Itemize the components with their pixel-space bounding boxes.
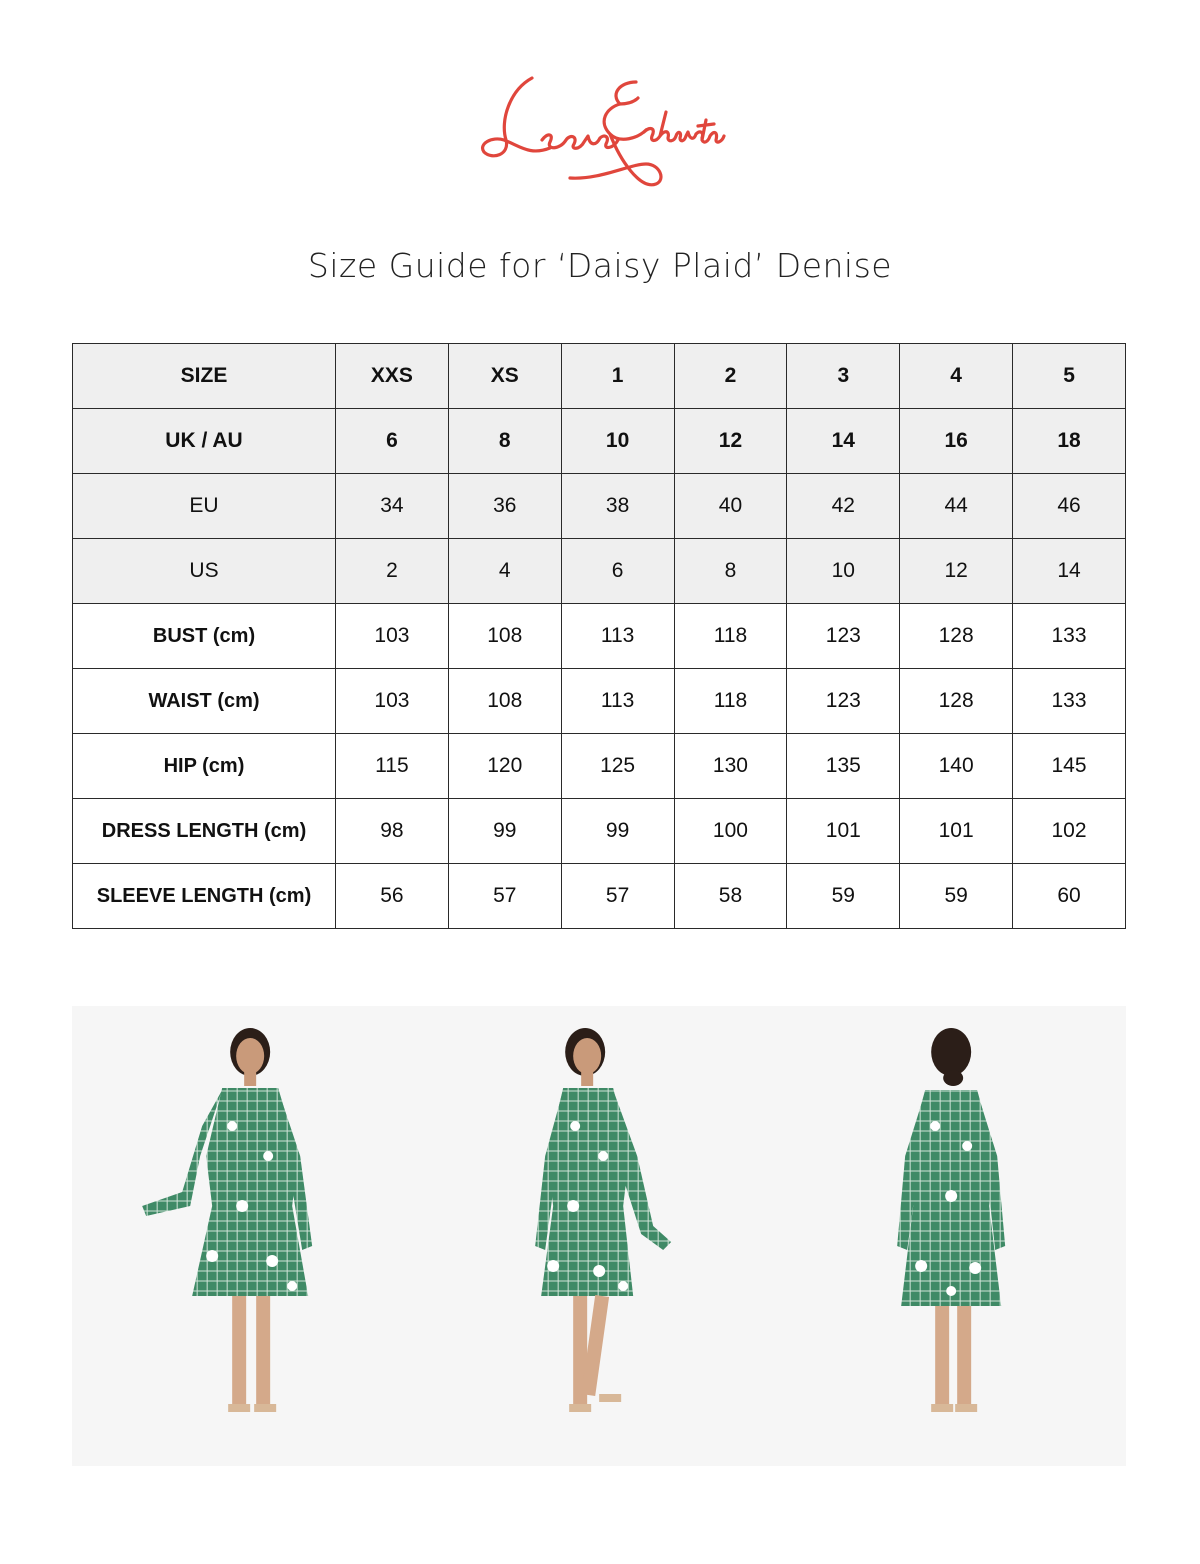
row-label: UK / AU — [73, 409, 336, 474]
table-row-waist — [73, 669, 1126, 734]
table-cell: 101 — [787, 799, 900, 864]
table-cell: 10 — [561, 409, 674, 474]
table-cell: 57 — [448, 864, 561, 929]
table-cell: 18 — [1013, 409, 1126, 474]
table-cell: 14 — [787, 409, 900, 474]
table-cell: 108 — [448, 604, 561, 669]
table-cell: 113 — [561, 669, 674, 734]
table-cell: XXS — [336, 344, 449, 409]
table-cell: 58 — [674, 864, 787, 929]
table-cell: 128 — [900, 604, 1013, 669]
table-cell: 2 — [336, 539, 449, 604]
table-row-eu — [73, 474, 1126, 539]
table-cell: 38 — [561, 474, 674, 539]
table-cell: 57 — [561, 864, 674, 929]
table-cell: 133 — [1013, 669, 1126, 734]
table-cell: 60 — [1013, 864, 1126, 929]
table-cell: 102 — [1013, 799, 1126, 864]
table-cell: 10 — [787, 539, 900, 604]
row-label: EU — [73, 474, 336, 539]
table-cell: 42 — [787, 474, 900, 539]
table-cell: 99 — [561, 799, 674, 864]
table-cell: 140 — [900, 734, 1013, 799]
model-side-icon — [423, 1006, 774, 1466]
table-row-sleeve-length — [73, 864, 1126, 929]
row-label: SIZE — [73, 344, 336, 409]
model-side-photo — [423, 1006, 774, 1466]
table-cell: 8 — [674, 539, 787, 604]
table-cell: 103 — [336, 604, 449, 669]
row-label: BUST (cm) — [73, 604, 336, 669]
table-cell: 56 — [336, 864, 449, 929]
table-row-uk-au — [73, 409, 1126, 474]
table-cell: 115 — [336, 734, 449, 799]
table-row-dress-length — [73, 799, 1126, 864]
table-cell: 123 — [787, 669, 900, 734]
table-cell: 5 — [1013, 344, 1126, 409]
table-cell: 3 — [787, 344, 900, 409]
model-front-photo — [72, 1006, 423, 1466]
table-cell: 59 — [900, 864, 1013, 929]
row-label: HIP (cm) — [73, 734, 336, 799]
leona-edmiston-signature-logo-icon — [470, 60, 730, 210]
model-front-icon — [72, 1006, 423, 1466]
table-cell: 44 — [900, 474, 1013, 539]
table-row-hip — [73, 734, 1126, 799]
row-label: SLEEVE LENGTH (cm) — [73, 864, 336, 929]
model-back-photo — [775, 1006, 1126, 1466]
table-cell: 118 — [674, 669, 787, 734]
row-label: DRESS LENGTH (cm) — [73, 799, 336, 864]
table-cell: 59 — [787, 864, 900, 929]
table-cell: 123 — [787, 604, 900, 669]
table-cell: 145 — [1013, 734, 1126, 799]
table-cell: 99 — [448, 799, 561, 864]
table-cell: 133 — [1013, 604, 1126, 669]
model-back-icon — [775, 1006, 1126, 1466]
table-row-us — [73, 539, 1126, 604]
table-cell: 113 — [561, 604, 674, 669]
table-cell: 135 — [787, 734, 900, 799]
table-cell: 12 — [674, 409, 787, 474]
table-cell: 98 — [336, 799, 449, 864]
row-label: US — [73, 539, 336, 604]
table-cell: 8 — [448, 409, 561, 474]
table-cell: 1 — [561, 344, 674, 409]
table-cell: 100 — [674, 799, 787, 864]
table-cell: 101 — [900, 799, 1013, 864]
table-cell: 12 — [900, 539, 1013, 604]
table-cell: 40 — [674, 474, 787, 539]
table-cell: 16 — [900, 409, 1013, 474]
model-photos — [72, 1006, 1126, 1466]
page-title: Size Guide for ‘Daisy Plaid’ Denise — [307, 246, 893, 285]
table-cell: 103 — [336, 669, 449, 734]
table-cell: 46 — [1013, 474, 1126, 539]
table-cell: 6 — [336, 409, 449, 474]
table-cell: 125 — [561, 734, 674, 799]
table-cell: 120 — [448, 734, 561, 799]
table-cell: 130 — [674, 734, 787, 799]
brand-logo — [470, 60, 730, 210]
table-cell: 108 — [448, 669, 561, 734]
table-cell: 14 — [1013, 539, 1126, 604]
table-cell: 4 — [900, 344, 1013, 409]
table-cell: 118 — [674, 604, 787, 669]
table-cell: XS — [448, 344, 561, 409]
table-cell: 4 — [448, 539, 561, 604]
table-cell: 36 — [448, 474, 561, 539]
row-label: WAIST (cm) — [73, 669, 336, 734]
table-row-size — [73, 344, 1126, 409]
size-table — [72, 343, 1126, 929]
table-cell: 6 — [561, 539, 674, 604]
table-cell: 34 — [336, 474, 449, 539]
table-row-bust — [73, 604, 1126, 669]
table-cell: 128 — [900, 669, 1013, 734]
table-cell: 2 — [674, 344, 787, 409]
